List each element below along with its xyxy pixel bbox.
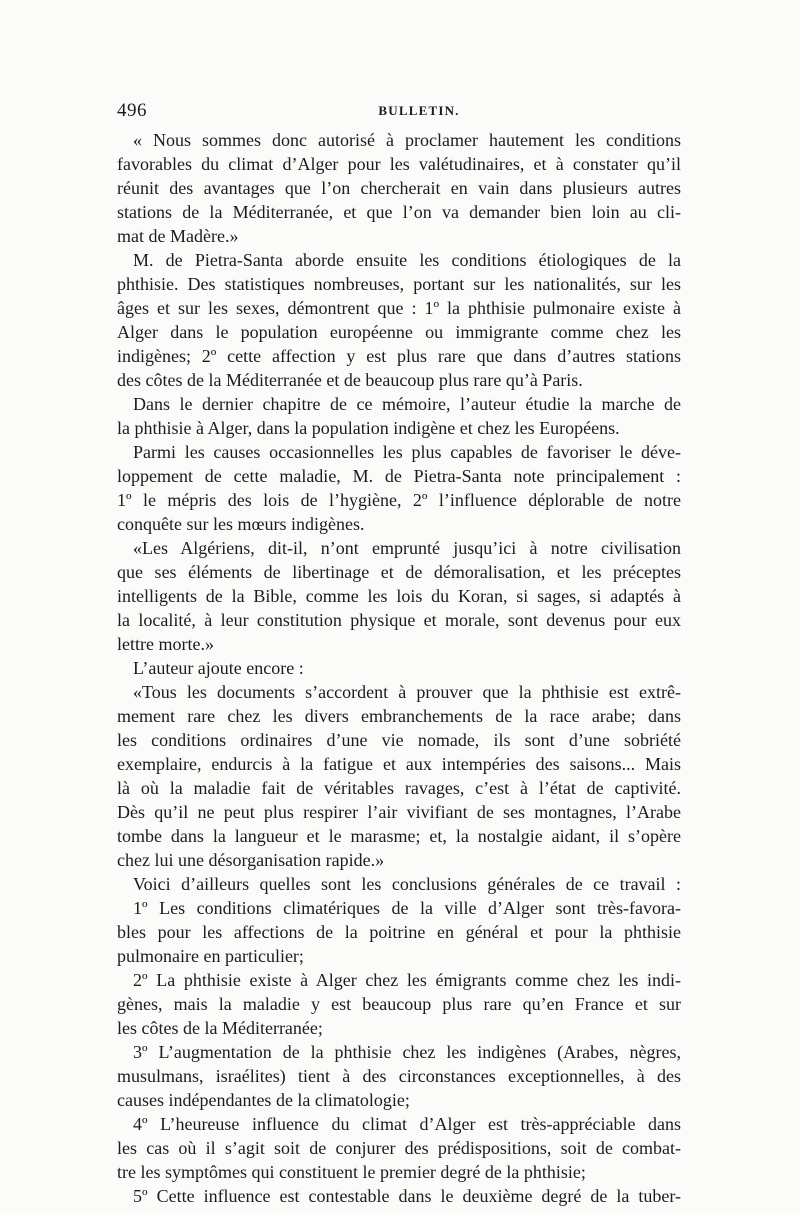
text-line: musulmans, israélites) tient à des circonstances exceptionnelles, à des: [117, 1066, 681, 1086]
text-line: Dans le dernier chapitre de ce mémoire, l’auteur étudie la marche de: [133, 394, 681, 414]
text-line: pulmonaire en particulier;: [117, 946, 304, 966]
text-line: mement rare chez les divers embranchements de la race arabe; dans: [117, 706, 681, 726]
text-line: 4º L’heureuse influence du climat d’Alger est très-appréciable dans: [133, 1114, 681, 1134]
text-line: 2º La phthisie existe à Alger chez les émigrants comme chez les indi-: [133, 970, 681, 990]
text-line: bles pour les affections de la poitrine en général et pour la phthisie: [117, 922, 681, 942]
text-line: des côtes de la Méditerranée et de beaucoup plus rare qu’à Paris.: [117, 370, 583, 390]
text-line: 5º Cette influence est contestable dans le deuxième degré de la tuber-: [133, 1186, 681, 1206]
body-text: [117, 128, 681, 1208]
page-number: 496: [117, 100, 147, 121]
text-line: M. de Pietra-Santa aborde ensuite les conditions étiologiques de la: [133, 250, 681, 270]
text-line: gènes, mais la maladie y est beaucoup plus rare qu’en France et sur: [117, 994, 681, 1014]
text-line: «Les Algériens, dit-il, n’ont emprunté jusqu’ici à notre civilisation: [133, 538, 681, 558]
text-line: les cas où il s’agit soit de conjurer des prédispositions, soit de combat-: [117, 1138, 681, 1158]
text-line: Voici d’ailleurs quelles sont les conclusions générales de ce travail :: [133, 874, 681, 894]
text-line: âges et sur les sexes, démontrent que : 1º la phthisie pulmonaire existe à: [117, 298, 681, 318]
text-line: L’auteur ajoute encore :: [133, 658, 304, 678]
text-line: «Tous les documents s’accordent à prouver que la phthisie est extrê-: [133, 682, 681, 702]
text-line: intelligents de la Bible, comme les lois du Koran, si sages, si adaptés à: [117, 586, 681, 606]
running-head: BULLETIN.: [378, 103, 460, 118]
text-line: réunit des avantages que l’on chercherait en vain dans plusieurs autres: [117, 178, 681, 198]
text-line: phthisie. Des statistiques nombreuses, portant sur les nationalités, sur les: [117, 274, 681, 294]
text-line: loppement de cette maladie, M. de Pietra-Santa note principalement :: [117, 466, 681, 486]
text-line: 3º L’augmentation de la phthisie chez les indigènes (Arabes, nègres,: [133, 1042, 681, 1062]
text-line: Dès qu’il ne peut plus respirer l’air vivifiant de ses montagnes, l’Arabe: [117, 802, 681, 822]
text-line: Alger dans le population européenne ou immigrante comme chez les: [117, 322, 681, 342]
text-line: Parmi les causes occasionnelles les plus capables de favoriser le déve-: [133, 442, 681, 462]
text-line: tombe dans la langueur et le marasme; et, la nostalgie aidant, il s’opère: [117, 826, 681, 846]
text-line: 1º le mépris des lois de l’hygiène, 2º l’influence déplorable de notre: [117, 490, 681, 510]
text-line: 1º Les conditions climatériques de la ville d’Alger sont très-favora-: [133, 898, 681, 918]
text-line: conquête sur les mœurs indigènes.: [117, 514, 365, 534]
text-line: que ses éléments de libertinage et de démoralisation, et les préceptes: [117, 562, 681, 582]
page-header: [117, 100, 681, 124]
text-line: mat de Madère.»: [117, 226, 239, 246]
text-line: la localité, à leur constitution physique et morale, sont devenus pour eux: [117, 610, 681, 630]
text-line: la phthisie à Alger, dans la population indigène et chez les Européens.: [117, 418, 620, 438]
text-line: favorables du climat d’Alger pour les valétudinaires, et à constater qu’il: [117, 154, 681, 174]
text-line: lettre morte.»: [117, 634, 214, 654]
text-line: stations de la Méditerranée, et que l’on va demander bien loin au cli-: [117, 202, 681, 222]
text-line: « Nous sommes donc autorisé à proclamer hautement les conditions: [133, 130, 681, 150]
text-line: les conditions ordinaires d’une vie nomade, ils sont d’une sobriété: [117, 730, 681, 750]
text-line: exemplaire, endurcis à la fatigue et aux intempéries des saisons... Mais: [117, 754, 681, 774]
text-line: chez lui une désorganisation rapide.»: [117, 850, 385, 870]
text-line: indigènes; 2º cette affection y est plus rare que dans d’autres stations: [117, 346, 681, 366]
text-line: les côtes de la Méditerranée;: [117, 1018, 323, 1038]
text-line: causes indépendantes de la climatologie;: [117, 1090, 410, 1110]
text-line: là où la maladie fait de véritables ravages, c’est à l’état de captivité.: [117, 778, 681, 798]
text-line: tre les symptômes qui constituent le premier degré de la phthisie;: [117, 1162, 586, 1182]
